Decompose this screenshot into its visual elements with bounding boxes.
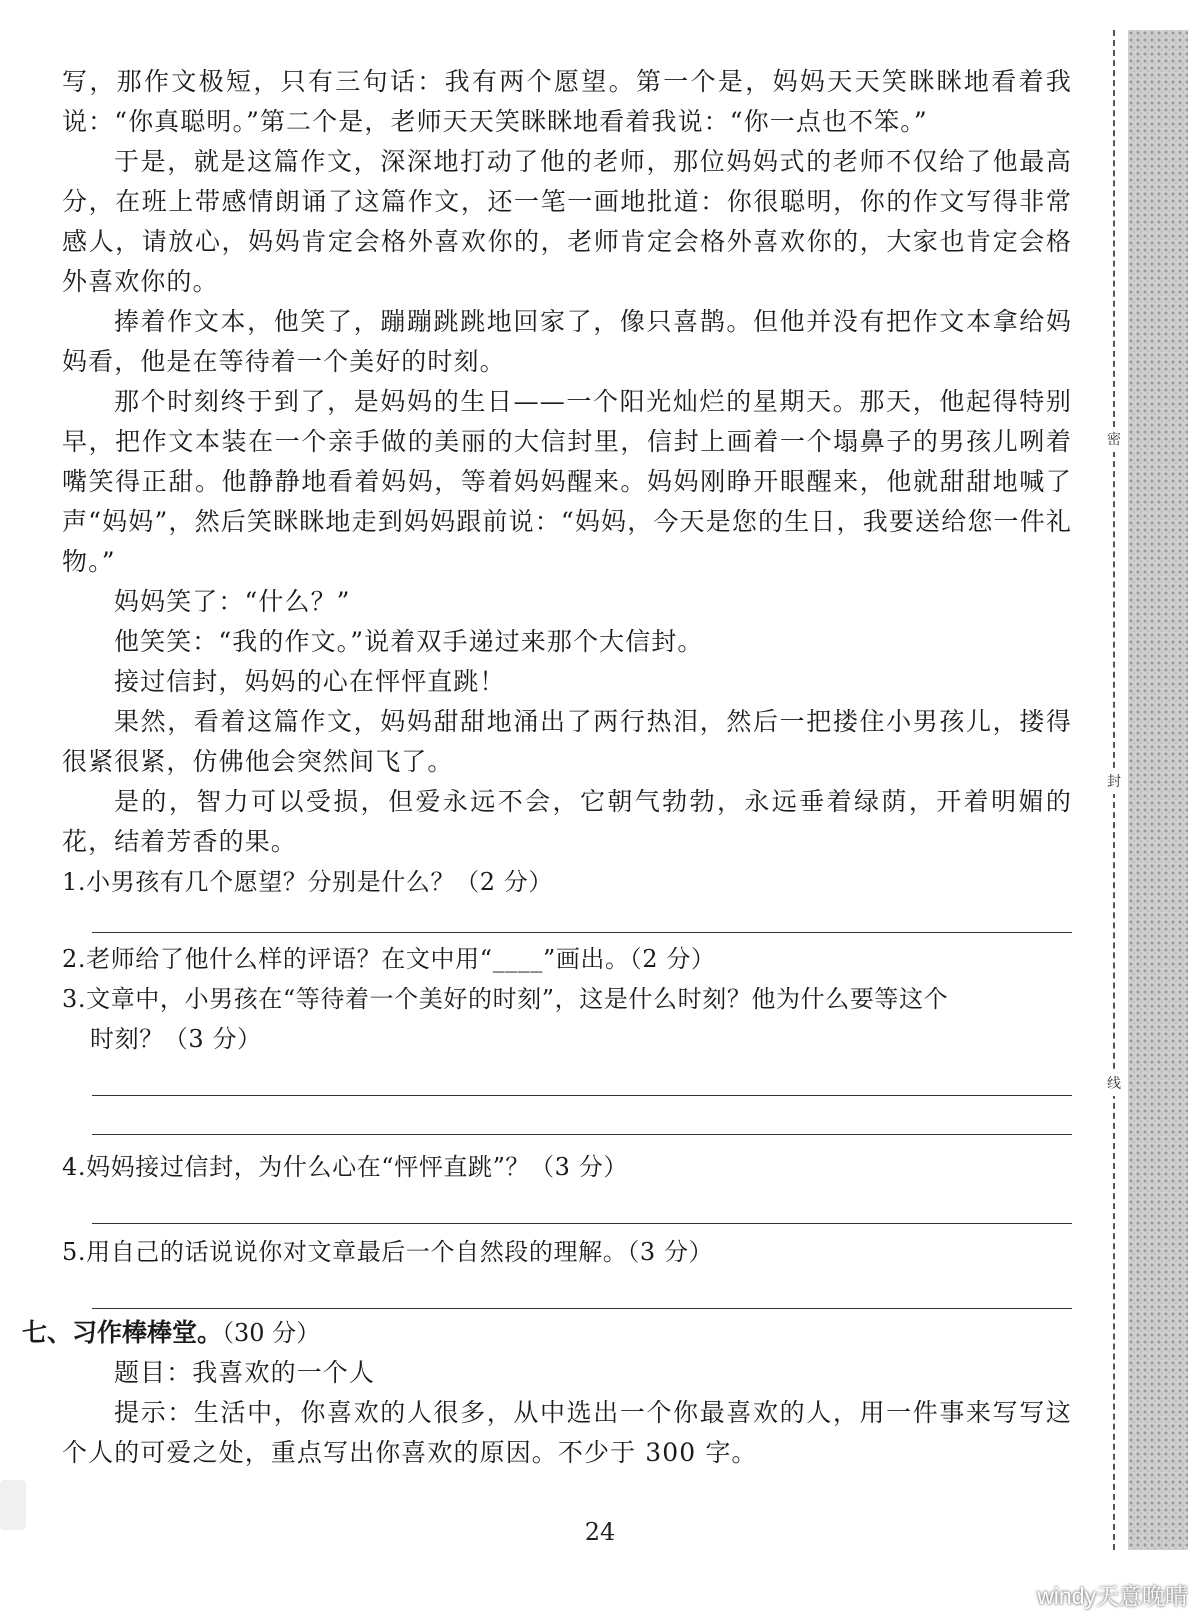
passage-paragraph-8: 果然，看着这篇作文，妈妈甜甜地涌出了两行热泪，然后一把搂住小男孩儿，搂得很紧很紧，仿佛他会突然间飞了。 bbox=[62, 707, 1072, 776]
passage-paragraph-6: 他笑笑：“我的作文。”说着双手递过来那个大信封。 bbox=[114, 627, 704, 656]
question-1: 1.小男孩有几个愿望？分别是什么？（2 分） bbox=[62, 868, 553, 896]
page-number: 24 bbox=[584, 1518, 616, 1546]
passage-paragraph-9: 是的，智力可以受损，但爱永远不会，它朝气勃勃，永远垂着绿荫，开着明媚的花，结着芳香的果。 bbox=[62, 787, 1072, 856]
passage-paragraph-4: 那个时刻终于到了，是妈妈的生日——一个阳光灿烂的星期天。那天，他起得特别早，把作文本装在一个亲手做的美丽的大信封里，信封上画着一个塌鼻子的男孩儿咧着嘴笑得正甜。他静静地看着妈妈，等着妈妈醒来。妈妈刚睁开眼醒来，他就甜甜地喊了声“妈妈”，然后笑眯眯地走到妈妈跟前说：“妈妈，今天是您的生日，我要送给您一件礼物。” bbox=[62, 387, 1072, 576]
passage-paragraph-3: 捧着作文本，他笑了，蹦蹦跳跳地回家了，像只喜鹊。但他并没有把作文本拿给妈妈看，他是在等待着一个美好的时刻。 bbox=[62, 307, 1072, 376]
section-7-heading bbox=[22, 1313, 1072, 1353]
section-7-title: 七、习作棒棒堂。 bbox=[22, 1318, 223, 1347]
essay-topic: 题目：我喜欢的一个人 bbox=[114, 1358, 376, 1387]
binding-strip bbox=[1128, 30, 1188, 1550]
passage-paragraph-5: 妈妈笑了：“什么？” bbox=[114, 587, 351, 616]
section-7-score: （30 分） bbox=[222, 1319, 321, 1347]
question-2: 2.老师给了他什么样的评语？在文中用“____”画出。（2 分） bbox=[62, 945, 716, 973]
question-5: 5.用自己的话说说你对文章最后一个自然段的理解。（3 分） bbox=[62, 1238, 714, 1266]
passage-paragraph-2: 于是，就是这篇作文，深深地打动了他的老师，那位妈妈式的老师不仅给了他最高分，在班上带感情朗诵了这篇作文，还一笔一画地批道：你很聪明，你的作文写得非常感人，请放心，妈妈肯定会格外喜欢你的，老师肯定会格外喜欢你的，大家也肯定会格外喜欢你的。 bbox=[62, 147, 1072, 296]
content-area bbox=[22, 62, 1072, 1473]
seal-char-mi: 密 bbox=[1104, 428, 1124, 452]
essay-hint: 提示：生活中，你喜欢的人很多，从中选出一个你最喜欢的人，用一件事来写写这个人的可爱之处，重点写出你喜欢的原因。不少于 300 字。 bbox=[62, 1398, 1072, 1467]
question-3: 3.文章中，小男孩在“等待着一个美好的时刻”，这是什么时刻？他为什么要等这个 bbox=[62, 985, 949, 1013]
watermark: windy天意晚晴 bbox=[1037, 1583, 1188, 1609]
question-4: 4.妈妈接过信封，为什么心在“怦怦直跳”？（3 分） bbox=[62, 1153, 628, 1181]
seal-char-xian: 线 bbox=[1104, 1072, 1124, 1096]
seal-char-feng: 封 bbox=[1104, 770, 1124, 794]
passage-paragraph-1: 写，那作文极短，只有三句话：我有两个愿望。第一个是，妈妈天天笑眯眯地看着我说：“你真聪明。”第二个是，老师天天笑眯眯地看着我说：“你一点也不笨。” bbox=[62, 67, 1072, 136]
passage-paragraph-7: 接过信封，妈妈的心在怦怦直跳！ bbox=[114, 667, 506, 696]
question-3-continued: 时刻？（3 分） bbox=[90, 1025, 262, 1053]
